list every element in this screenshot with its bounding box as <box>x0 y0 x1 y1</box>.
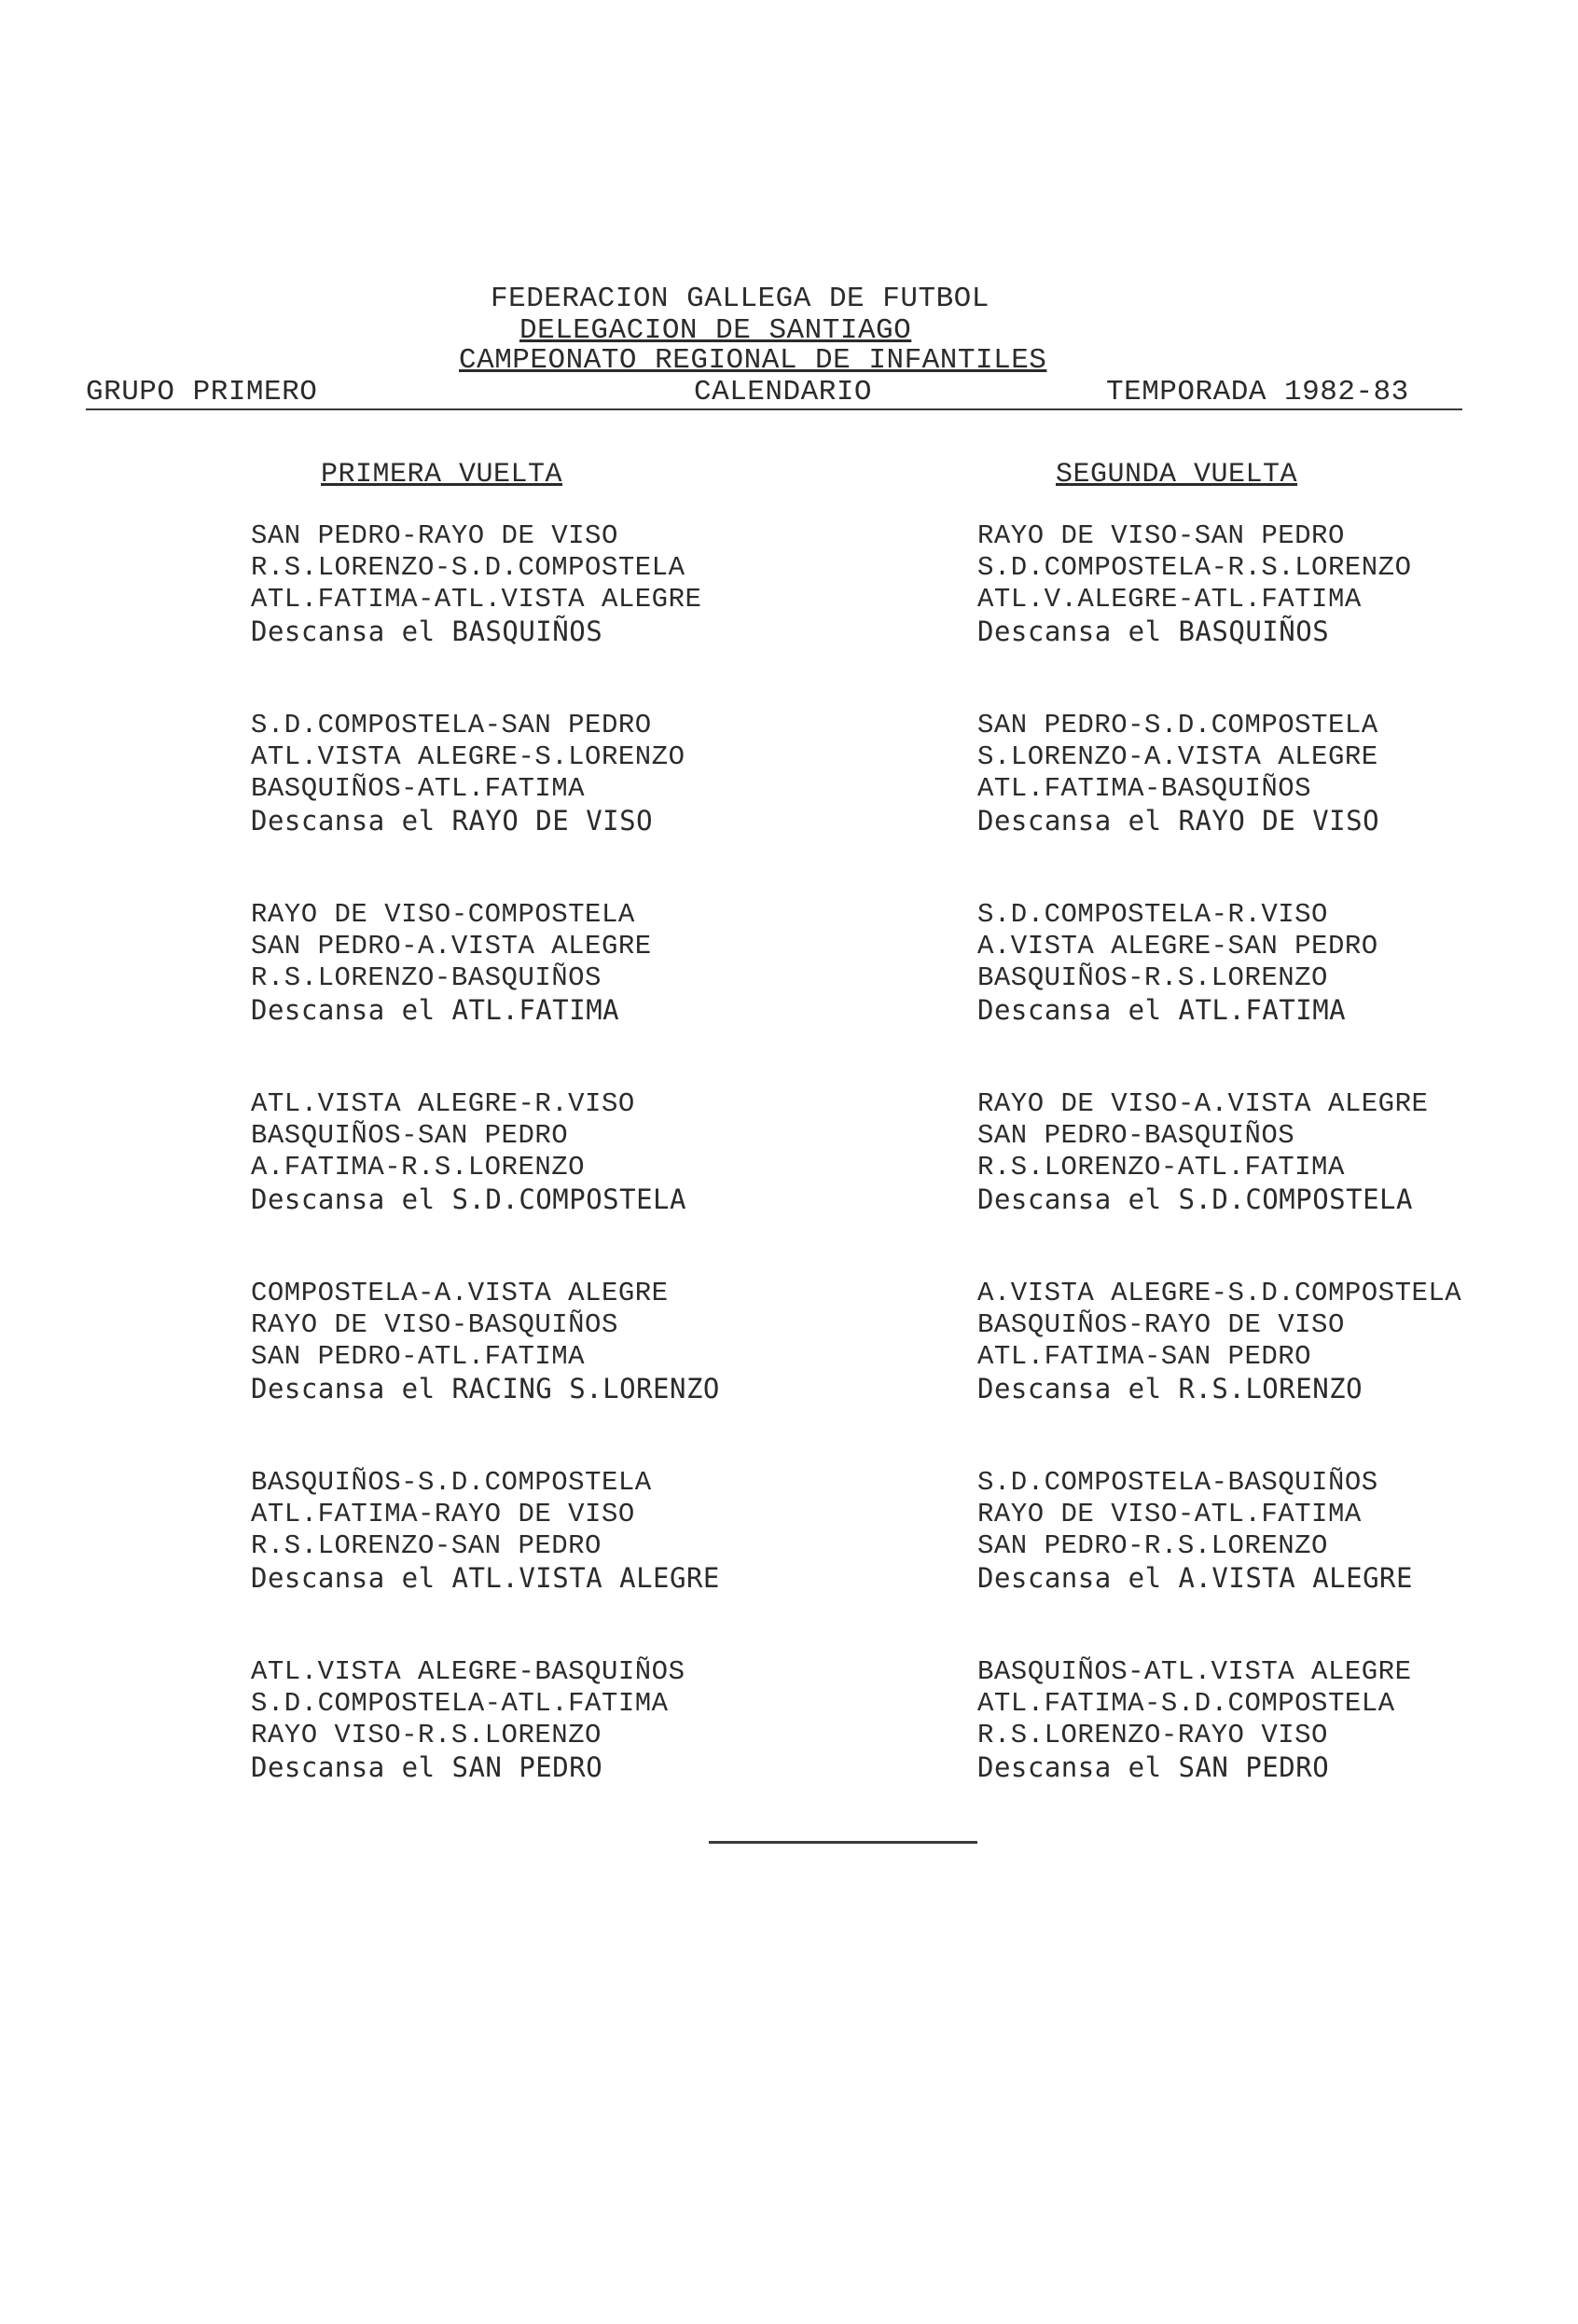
primera-vuelta-column <box>251 520 829 1846</box>
round-block <box>977 710 1556 899</box>
rest-line: Descansa el S.D.COMPOSTELA <box>251 1183 686 1215</box>
calendar-label: CALENDARIO <box>694 376 873 408</box>
round-block <box>251 1088 829 1278</box>
rest-line: Descansa el ATL.VISTA ALEGRE <box>251 1562 720 1594</box>
match-line: RAYO DE VISO-ATL.FATIMA <box>977 1499 1362 1529</box>
rest-line: Descansa el SAN PEDRO <box>977 1751 1330 1783</box>
rest-line: Descansa el BASQUIÑOS <box>251 616 603 647</box>
match-line: ATL.VISTA ALEGRE-R.VISO <box>251 1088 635 1119</box>
match-line: BASQUIÑOS-ATL.VISTA ALEGRE <box>977 1656 1412 1687</box>
round-block <box>977 1088 1556 1278</box>
match-line: RAYO DE VISO-COMPOSTELA <box>251 899 635 930</box>
match-line: RAYO DE VISO-BASQUIÑOS <box>251 1309 618 1340</box>
match-line: R.S.LORENZO-ATL.FATIMA <box>977 1152 1345 1183</box>
federation-heading: FEDERACION GALLEGA DE FUTBOL <box>491 283 990 315</box>
header-divider <box>86 408 1462 410</box>
match-line: ATL.FATIMA-ATL.VISTA ALEGRE <box>251 584 702 615</box>
match-line: R.S.LORENZO-S.D.COMPOSTELA <box>251 552 685 583</box>
group-label: GRUPO PRIMERO <box>86 376 318 408</box>
delegation-heading: DELEGACION DE SANTIAGO <box>519 314 912 347</box>
match-line: R.S.LORENZO-BASQUIÑOS <box>251 962 602 993</box>
match-line: SAN PEDRO-A.VISTA ALEGRE <box>251 931 652 961</box>
match-line: COMPOSTELA-A.VISTA ALEGRE <box>251 1278 669 1308</box>
rest-line: Descansa el ATL.FATIMA <box>251 994 620 1026</box>
match-line: BASQUIÑOS-ATL.FATIMA <box>251 773 586 804</box>
match-line: RAYO DE VISO-A.VISTA ALEGRE <box>977 1088 1429 1119</box>
match-line: SAN PEDRO-R.S.LORENZO <box>977 1530 1328 1561</box>
rest-line: Descansa el RAYO DE VISO <box>977 805 1380 837</box>
match-line: BASQUIÑOS-RAYO DE VISO <box>977 1309 1345 1340</box>
match-line: BASQUIÑOS-R.S.LORENZO <box>977 962 1328 993</box>
match-line: BASQUIÑOS-S.D.COMPOSTELA <box>251 1467 652 1498</box>
match-line: SAN PEDRO-ATL.FATIMA <box>251 1341 586 1372</box>
rest-line: Descansa el RAYO DE VISO <box>251 805 654 837</box>
match-line: ATL.VISTA ALEGRE-S.LORENZO <box>251 741 685 772</box>
rest-line: Descansa el S.D.COMPOSTELA <box>977 1183 1413 1215</box>
round-block <box>251 899 829 1088</box>
match-line: S.D.COMPOSTELA-ATL.FATIMA <box>251 1688 669 1719</box>
round-block <box>251 520 829 710</box>
match-line: ATL.VISTA ALEGRE-BASQUIÑOS <box>251 1656 685 1687</box>
rest-line: Descansa el A.VISTA ALEGRE <box>977 1562 1413 1594</box>
round-block <box>977 1467 1556 1656</box>
match-line: SAN PEDRO-BASQUIÑOS <box>977 1120 1295 1151</box>
championship-heading: CAMPEONATO REGIONAL DE INFANTILES <box>459 344 1047 377</box>
match-line: SAN PEDRO-RAYO DE VISO <box>251 520 618 551</box>
match-line: RAYO VISO-R.S.LORENZO <box>251 1720 602 1750</box>
match-line: SAN PEDRO-S.D.COMPOSTELA <box>977 710 1378 740</box>
round-block <box>251 710 829 899</box>
match-line: A.VISTA ALEGRE-SAN PEDRO <box>977 931 1378 961</box>
match-line: R.S.LORENZO-SAN PEDRO <box>251 1530 602 1561</box>
primera-vuelta-title: PRIMERA VUELTA <box>321 459 563 491</box>
segunda-vuelta-title: SEGUNDA VUELTA <box>1056 459 1298 491</box>
match-line: ATL.FATIMA-SAN PEDRO <box>977 1341 1312 1372</box>
match-line: S.D.COMPOSTELA-R.S.LORENZO <box>977 552 1412 583</box>
rest-line: Descansa el BASQUIÑOS <box>977 616 1330 647</box>
match-line: ATL.FATIMA-RAYO DE VISO <box>251 1499 635 1529</box>
match-line: R.S.LORENZO-RAYO VISO <box>977 1720 1328 1750</box>
round-block <box>977 899 1556 1088</box>
match-line: ATL.FATIMA-BASQUIÑOS <box>977 773 1312 804</box>
rest-line: Descansa el R.S.LORENZO <box>977 1373 1363 1404</box>
rest-line: Descansa el ATL.FATIMA <box>977 994 1347 1026</box>
match-line: ATL.V.ALEGRE-ATL.FATIMA <box>977 584 1362 615</box>
match-line: ATL.FATIMA-S.D.COMPOSTELA <box>977 1688 1395 1719</box>
round-block <box>251 1656 829 1846</box>
match-line: RAYO DE VISO-SAN PEDRO <box>977 520 1345 551</box>
rest-line: Descansa el RACING S.LORENZO <box>251 1373 720 1404</box>
match-line: A.FATIMA-R.S.LORENZO <box>251 1152 586 1183</box>
footer-divider <box>709 1841 977 1844</box>
match-line: S.D.COMPOSTELA-SAN PEDRO <box>251 710 652 740</box>
match-line: S.D.COMPOSTELA-BASQUIÑOS <box>977 1467 1378 1498</box>
round-block <box>977 1278 1556 1467</box>
round-block <box>251 1278 829 1467</box>
match-line: BASQUIÑOS-SAN PEDRO <box>251 1120 569 1151</box>
round-block <box>251 1467 829 1656</box>
season-label: TEMPORADA 1982-83 <box>1106 376 1409 408</box>
match-line: S.D.COMPOSTELA-R.VISO <box>977 899 1328 930</box>
match-line: A.VISTA ALEGRE-S.D.COMPOSTELA <box>977 1278 1462 1308</box>
rest-line: Descansa el SAN PEDRO <box>251 1751 603 1783</box>
match-line: S.LORENZO-A.VISTA ALEGRE <box>977 741 1378 772</box>
round-block <box>977 520 1556 710</box>
segunda-vuelta-column <box>977 520 1556 1846</box>
round-block <box>977 1656 1556 1846</box>
